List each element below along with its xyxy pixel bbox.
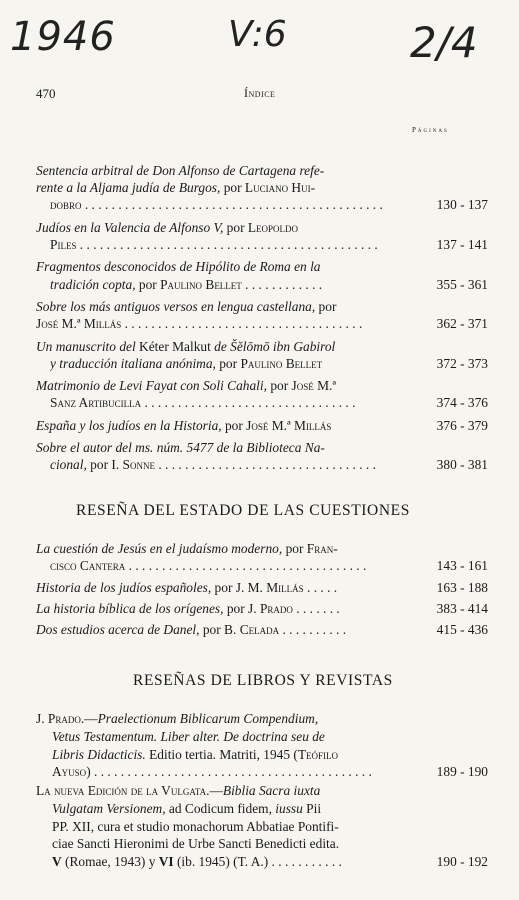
entry-line: rente a la Aljama judía de Burgos, por Luciano Hui- — [36, 180, 316, 196]
entry-pages: 163 - 188 — [436, 579, 488, 595]
review-pages: 189 - 190 — [436, 764, 488, 780]
review-line: J. Prado.—Praelectionum Biblicarum Compendium, — [36, 711, 319, 726]
articles-list — [36, 162, 488, 479]
entry-line: Dos estudios acerca de Danel, por B. Celada . . . . . . . . . . 415 - 436 — [36, 622, 488, 638]
review-line: PP. XII, cura et studio monachorum Abbatiae Pontifi- — [52, 818, 339, 834]
entry-line: Sanz Artibucilla . . . . . . . . . . . . . . . . . . . . . . . . . . . . . . . . 374 - 376 — [50, 395, 488, 411]
entry-pages: 137 - 141 — [436, 237, 488, 253]
entry-pages: 374 - 376 — [436, 395, 488, 411]
review-line: V (Romae, 1943) y VI (ib. 1945) (T. A.) . . . . . . . . . . . 190 - 192 — [52, 854, 488, 870]
review-line: ciae Sancti Hieronimi de Urbe Sancti Benedicti edita. — [52, 836, 340, 852]
entry-line: Matrimonio de Levi Fayat con Soli Cahali, por José M.ª — [36, 378, 337, 394]
handwritten-year: 1946 — [10, 14, 116, 60]
entry-pages: 383 - 414 — [436, 601, 488, 617]
index-entry — [36, 540, 488, 579]
states-list — [36, 540, 488, 643]
entry-line: Sobre el autor del ms. núm. 5477 de la Biblioteca Na- — [36, 440, 325, 456]
entry-line: cisco Cantera . . . . . . . . . . . . . . . . . . . . . . . . . . . . . . . . . . . . 143 - 161 — [50, 558, 488, 574]
entry-line: La cuestión de Jesús en el judaísmo moderno, por Fran- — [36, 541, 338, 556]
review-line: Vulgatam Versionem, ad Codicum fidem, iussu Pii — [52, 800, 322, 816]
index-entry — [36, 439, 488, 478]
entry-pages: 415 - 436 — [436, 622, 488, 638]
entry-line: tradición copta, por Paulino Bellet . . . . . . . . . . . . 355 - 361 — [50, 276, 488, 292]
index-entry — [36, 258, 488, 297]
entry-line: dobro . . . . . . . . . . . . . . . . . . . . . . . . . . . . . . . . . . . . . . . . . . . . . 130 - 137 — [50, 197, 488, 213]
entry-line: Un manuscrito del Kéter Malkut de Šĕlōmō ibn Gabirol — [36, 338, 336, 354]
pages-column-label: Páginas — [412, 126, 449, 134]
entry-line: Judíos en la Valencia de Alfonso V, por Leopoldo — [36, 219, 299, 235]
entry-line: Fragmentos desconocidos de Hipólito de Roma en la — [36, 259, 321, 275]
section-heading-states: RESEÑA DEL ESTADO DE LAS CUESTIONES — [76, 502, 410, 519]
review-pages: 190 - 192 — [436, 854, 488, 870]
index-entry — [36, 621, 488, 642]
entry-line: cional, por I. Sonne . . . . . . . . . . . . . . . . . . . . . . . . . . . . . . . . . 380 - 381 — [50, 457, 488, 473]
review-line: Ayuso) . . . . . . . . . . . . . . . . . . . . . . . . . . . . . . . . . . . . . . . . . . 189 - 190 — [52, 764, 488, 780]
entry-line: Piles . . . . . . . . . . . . . . . . . . . . . . . . . . . . . . . . . . . . . . . . . . . . . 137 - 141 — [50, 237, 488, 253]
page-title: Índice — [244, 86, 276, 100]
index-entry — [36, 579, 488, 600]
review-entry — [36, 782, 488, 876]
entry-line: España y los judíos en la Historia, por José M.ª Millás 376 - 379 — [36, 417, 488, 433]
entry-line: Sentencia arbitral de Don Alfonso de Cartagena refe- — [36, 163, 325, 178]
entry-pages: 143 - 161 — [436, 558, 488, 574]
entry-line: La historia bíblica de los orígenes, por J. Prado . . . . . . . 383 - 414 — [36, 601, 488, 617]
page-number: 470 — [36, 86, 56, 101]
index-entry — [36, 600, 488, 621]
index-entry — [36, 219, 488, 258]
entry-pages: 376 - 379 — [436, 417, 488, 433]
entry-line: Sobre los más antiguos versos en lengua castellana, por — [36, 299, 337, 315]
index-entry — [36, 162, 488, 218]
section-heading-reviews: RESEÑAS DE LIBROS Y REVISTAS — [133, 672, 393, 689]
index-entry — [36, 338, 488, 377]
entry-pages: 355 - 361 — [436, 276, 488, 292]
entry-line: José M.ª Millás . . . . . . . . . . . . . . . . . . . . . . . . . . . . . . . . . . . . 362 - 371 — [36, 316, 488, 332]
index-entry — [36, 377, 488, 416]
entry-line: Historia de los judíos españoles, por J. M. Millás . . . . . 163 - 188 — [36, 579, 488, 595]
entry-line: y traducción italiana anónima, por Paulino Bellet 372 - 373 — [50, 355, 488, 371]
handwritten-part: 2/4 — [410, 18, 478, 67]
review-line: La nueva Edición de la Vulgata.—Biblia Sacra iuxta — [36, 783, 321, 798]
handwritten-volume: V:6 — [228, 14, 287, 55]
index-entry — [36, 417, 488, 438]
entry-pages: 130 - 137 — [436, 197, 488, 213]
review-line: Libris Didacticis. Editio tertia. Matriti, 1945 (Teófilo — [52, 746, 339, 762]
review-entry — [36, 710, 488, 786]
index-entry — [36, 298, 488, 337]
entry-pages: 372 - 373 — [436, 355, 488, 371]
entry-pages: 362 - 371 — [436, 316, 488, 332]
entry-pages: 380 - 381 — [436, 457, 488, 473]
review-line: Vetus Testamentum. Liber alter. De doctrina seu de — [52, 728, 325, 744]
